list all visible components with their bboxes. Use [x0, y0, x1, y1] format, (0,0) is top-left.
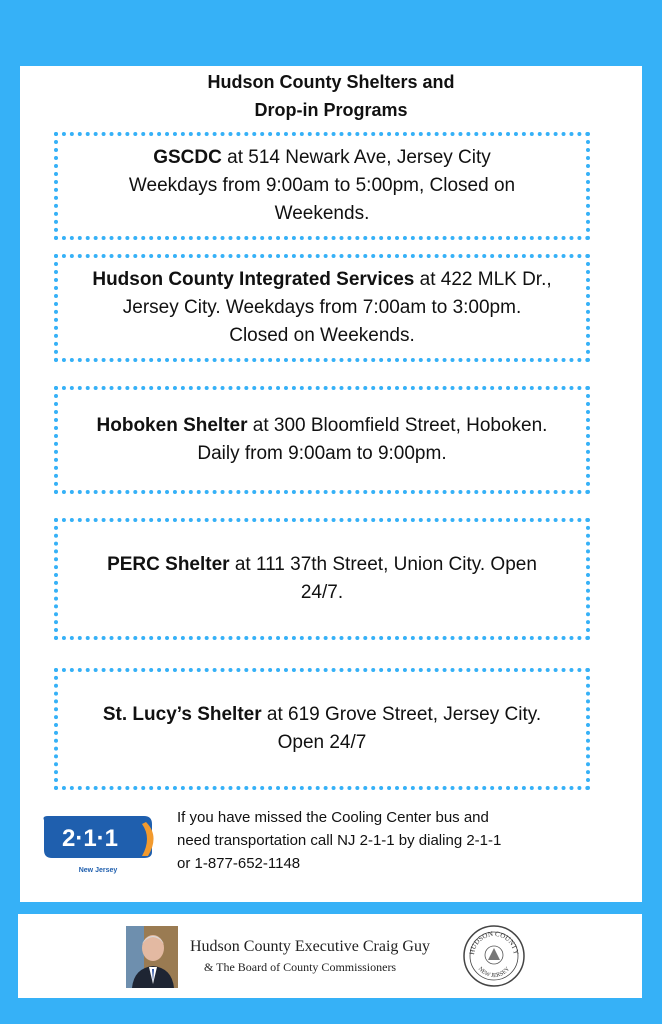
- listing-text: at 422 MLK Dr.,: [414, 269, 552, 290]
- listing-name: Hoboken Shelter: [96, 415, 248, 436]
- listing-text: Closed on Weekends.: [229, 325, 415, 346]
- listing-text: at 300 Bloomfield Street, Hoboken.: [247, 415, 548, 436]
- flyer-heading: [20, 68, 642, 124]
- seal-bottom-text: NEW JERSEY: [476, 966, 512, 980]
- listing-name: Hudson County Integrated Services: [92, 269, 415, 290]
- listing-text: at 111 37th Street, Union City. Open: [229, 554, 537, 575]
- listing-integrated-services: [54, 254, 590, 362]
- flyer-card: [20, 66, 642, 902]
- note-line: or 1-877-652-1148: [177, 855, 301, 872]
- listing-text: 24/7.: [300, 582, 344, 603]
- board-name: & The Board of County Commissioners: [204, 960, 397, 974]
- footer-banner: [18, 914, 642, 998]
- listing-text: at 619 Grove Street, Jersey City.: [261, 704, 542, 725]
- listing-text: Jersey City. Weekdays from 7:00am to 3:00pm.: [122, 297, 522, 318]
- executive-photo: [126, 926, 178, 988]
- listing-text: Daily from 9:00am to 9:00pm.: [197, 443, 447, 464]
- note-line: If you have missed the Cooling Center bus and: [177, 809, 489, 826]
- listing-text: at 514 Newark Ave, Jersey City: [221, 147, 491, 168]
- transportation-note: [177, 806, 617, 875]
- listing-gscdc: [54, 132, 590, 240]
- listing-name: St. Lucy’s Shelter: [102, 704, 262, 725]
- listing-text: Weekdays from 9:00am to 5:00pm, Closed on: [128, 175, 516, 196]
- listing-text: Open 24/7: [277, 732, 367, 753]
- listing-hoboken-shelter: [54, 386, 590, 494]
- heading-line-2: Drop-in Programs: [254, 100, 408, 120]
- heading-line-1: Hudson County Shelters and: [207, 72, 455, 92]
- listing-text: Weekends.: [274, 203, 370, 224]
- executive-name: Hudson County Executive Craig Guy: [190, 938, 430, 955]
- listing-name: GSCDC: [153, 147, 222, 168]
- note-line: need transportation call NJ 2-1-1 by dialing 2-1-1: [177, 832, 502, 849]
- listing-perc-shelter: [54, 518, 590, 640]
- nj-211-logo: [38, 812, 158, 876]
- logo-number: 2·1·1: [61, 825, 119, 852]
- seal-top-text: HUDSON COUNTY: [467, 929, 521, 956]
- listing-st-lucys-shelter: [54, 668, 590, 790]
- listing-name: PERC Shelter: [107, 554, 230, 575]
- logo-region: New Jersey: [78, 867, 118, 874]
- county-seal-icon: [462, 924, 526, 988]
